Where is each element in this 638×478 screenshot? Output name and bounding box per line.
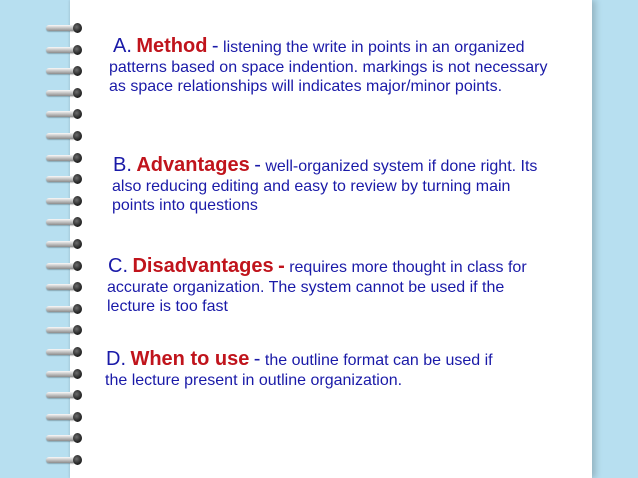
section-letter: C. <box>108 255 128 277</box>
section-text: also reducing editing and easy to review by turning main <box>112 178 511 195</box>
section-dash: - <box>211 35 219 57</box>
section-letter: D. <box>106 348 126 370</box>
section-heading: Disadvantages <box>132 255 274 277</box>
section-letter: A. <box>113 35 132 57</box>
section-letter: B. <box>113 154 132 176</box>
section-text: accurate organization. The system cannot be used if the <box>107 279 505 296</box>
section-heading: Advantages <box>136 154 250 176</box>
section-text: requires more thought in class for <box>289 259 527 276</box>
section-text: patterns based on space indention. markings is not necessary <box>109 59 548 76</box>
section-advantages <box>113 153 537 215</box>
section-text: listening the write in points in an organized <box>223 39 525 56</box>
section-method-line-1 <box>113 34 547 58</box>
section-dash: - <box>254 154 261 176</box>
section-advantages-line-1 <box>113 153 537 177</box>
section-dash: - <box>278 255 285 277</box>
section-disadvantages <box>108 254 527 316</box>
section-method <box>109 34 548 96</box>
section-when-to-use-line-1 <box>106 347 493 371</box>
section-heading: Method <box>136 35 208 57</box>
section-text: points into questions <box>112 197 258 215</box>
section-disadvantages-line-1 <box>108 254 527 278</box>
section-text: well-organized system if done right. Its <box>265 158 538 175</box>
section-text: lecture is too fast <box>107 298 228 316</box>
section-text: the lecture present in outline organization. <box>105 372 403 389</box>
section-dash: - <box>253 348 261 370</box>
section-heading: When to use <box>130 348 250 370</box>
section-text: as space relationships will indicates major/minor points. <box>109 78 503 96</box>
section-text: the outline format can be used if <box>264 352 493 369</box>
section-when-to-use <box>106 347 493 390</box>
